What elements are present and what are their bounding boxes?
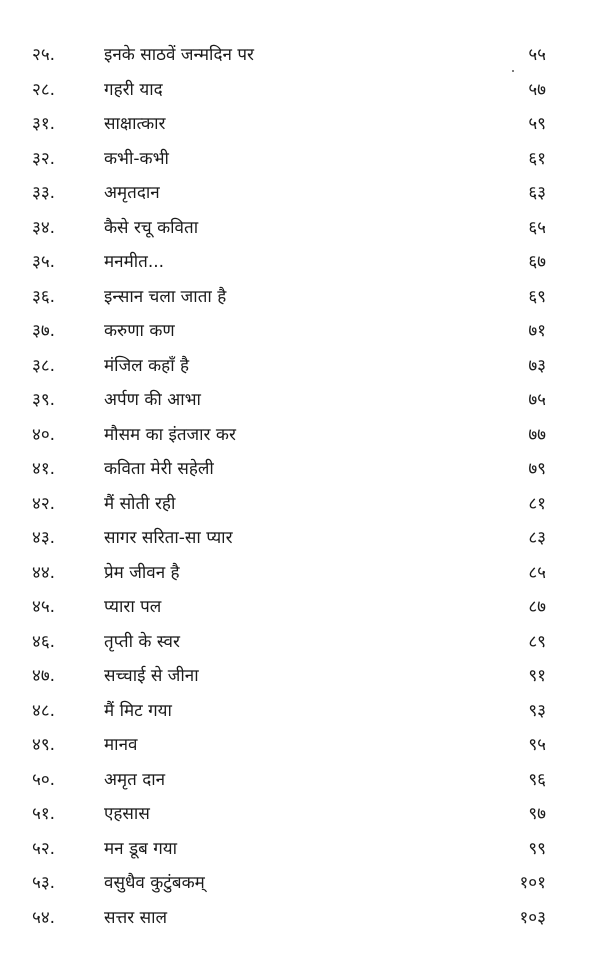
entry-page-number: ८५ [528,562,546,583]
entry-number: ३१. [32,114,56,134]
entry-page-number: ६७ [528,252,546,272]
entry-number: ४४. [32,562,56,583]
entry-title: सागर सरिता-सा प्यार [104,528,233,548]
entry-title: अर्पण की आभा [104,390,201,410]
entry-page-number: ५७ [528,79,546,100]
entry-page-number: १०१ [519,873,546,893]
entry-page-number: ८१ [528,493,546,514]
toc-entry [0,694,600,729]
entry-number: ४२. [32,493,56,514]
toc-entry [0,521,600,556]
entry-number: ५३. [32,873,56,893]
entry-number: ५०. [32,769,56,790]
entry-number: ५२. [32,838,56,859]
entry-title: कभी-कभी [104,148,169,169]
entry-title: मंजिल कहाँ है [104,355,190,376]
entry-page-number: ८७ [528,597,546,617]
toc-entry [0,211,600,246]
entry-page-number: ९५ [528,735,546,755]
entry-title: एहसास [104,804,150,824]
toc-entry [0,38,600,73]
entry-number: ३९. [32,390,56,410]
entry-number: ३२. [32,148,56,169]
entry-number: ३७. [32,321,56,341]
entry-number: ४५. [32,597,56,617]
entry-number: ४८. [32,700,56,721]
entry-title: मैं सोती रही [104,493,176,514]
entry-title: करुणा कण [104,321,175,341]
entry-title: मैं मिट गया [104,700,172,721]
entry-page-number: ५९ [528,114,546,134]
toc-entry [0,625,600,660]
toc-entry [0,659,600,694]
entry-title: मन डूब गया [104,838,178,859]
entry-number: ४७. [32,666,56,686]
entry-title: वसुधैव कुटुंबकम् [104,873,205,893]
entry-title: साक्षात्कार [104,114,166,134]
toc-entry [0,763,600,798]
entry-title: मनमीत... [104,252,165,272]
toc-entry [0,245,600,280]
table-of-contents [0,38,600,935]
toc-entry [0,556,600,591]
toc-entry [0,832,600,867]
toc-entry [0,797,600,832]
entry-title: मौसम का इंतजार कर [104,424,236,445]
entry-number: २८. [32,79,56,100]
toc-entry [0,73,600,108]
toc-entry [0,728,600,763]
entry-page-number: ७१ [528,321,546,341]
entry-page-number: ९७ [528,804,546,824]
toc-entry [0,452,600,487]
entry-title: कविता मेरी सहेली [104,459,214,479]
entry-page-number: ६१ [528,148,546,169]
entry-number: ४९. [32,735,56,755]
entry-title: इनके साठवें जन्मदिन पर [104,45,254,65]
entry-number: २५. [32,45,56,65]
toc-entry [0,176,600,211]
entry-page-number: ९१ [528,666,546,686]
entry-page-number: ६९ [528,286,546,307]
entry-number: ३८. [32,355,56,376]
entry-title: सत्तर साल [104,907,168,928]
entry-page-number: ८३ [528,528,546,548]
entry-number: ३६. [32,286,56,307]
entry-title: प्यारा पल [104,597,162,617]
entry-number: ४३. [32,528,56,548]
entry-title: कैसे रचू कविता [104,217,199,238]
entry-title: तृप्ती के स्वर [104,631,180,652]
entry-number: ३४. [32,217,56,238]
entry-title: सच्चाई से जीना [104,666,199,686]
entry-page-number: ८९ [528,631,546,652]
entry-title: अमृत दान [104,769,166,790]
entry-title: गहरी याद [104,79,163,100]
entry-title: मानव [104,735,138,755]
entry-page-number: ७५ [528,390,546,410]
entry-page-number: ७९ [528,459,546,479]
toc-entry [0,487,600,522]
toc-entry [0,107,600,142]
entry-title: अमृतदान [104,183,160,203]
entry-title: इन्सान चला जाता है [104,286,227,307]
entry-page-number: ९९ [528,838,546,859]
entry-page-number: ६३ [528,183,546,203]
toc-entry [0,866,600,901]
entry-number: ४१. [32,459,56,479]
entry-page-number: ७७ [528,424,546,445]
toc-entry [0,383,600,418]
entry-number: ४६. [32,631,56,652]
entry-number: ५४. [32,907,56,928]
toc-entry [0,142,600,177]
toc-entry [0,418,600,453]
toc-entry [0,590,600,625]
entry-title: प्रेम जीवन है [104,562,180,583]
entry-number: ५१. [32,804,56,824]
entry-number: ३३. [32,183,56,203]
entry-page-number: ९३ [528,700,546,721]
toc-entry [0,314,600,349]
entry-page-number: ५५ [528,45,546,65]
entry-page-number: ६५ [528,217,546,238]
toc-entry [0,901,600,936]
toc-entry [0,280,600,315]
entry-number: ४०. [32,424,56,445]
entry-page-number: ७३ [528,355,546,376]
entry-page-number: १०३ [519,907,546,928]
entry-number: ३५. [32,252,56,272]
entry-page-number: ९६ [528,769,546,790]
toc-entry [0,349,600,384]
